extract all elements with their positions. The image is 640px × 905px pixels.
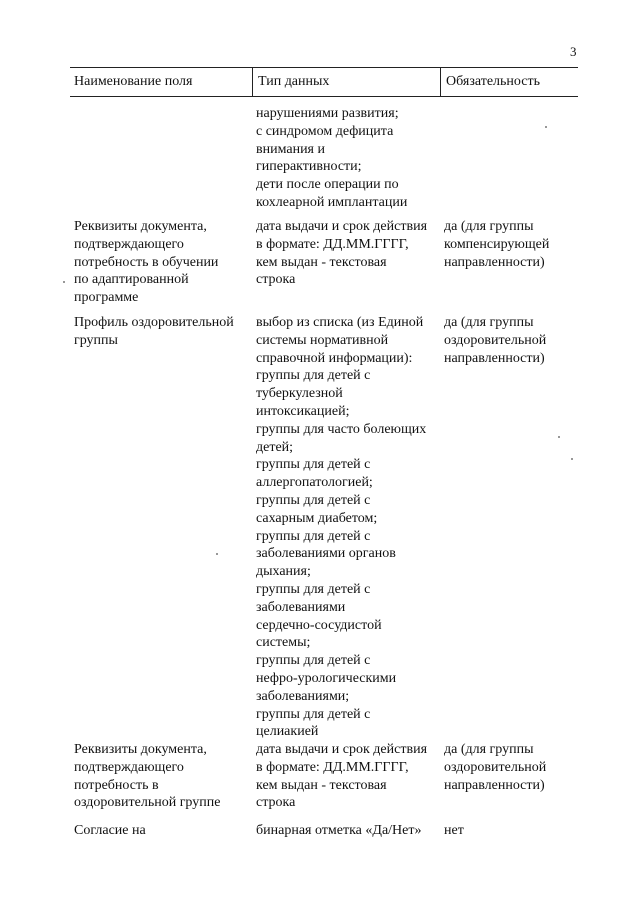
table-row-2-required: да (для группы оздоровительной направленности) (444, 315, 547, 366)
table-row-3-required: да (для группы оздоровительной направленности) (444, 742, 547, 793)
table-header (70, 67, 578, 97)
header-data-type: Тип данных (258, 74, 330, 89)
scan-speck (571, 458, 573, 460)
scan-speck (545, 126, 547, 128)
table-row-2-type: выбор из списка (из Единой системы нормативной справочной информации): группы для детей с туберкулезной интоксикацией; группы для часто болеющих детей; группы для детей с аллергопатологией; группы для детей с сахарным диабетом; группы для детей с заболеваниями органов дыхания; группы для детей с заболеваниями сердечно-сосудистой системы; группы для детей с нефро-урологическими заболеваниями; группы для детей с целиакией (256, 315, 427, 740)
scan-speck (558, 436, 560, 438)
header-field-name: Наименование поля (74, 74, 193, 89)
table-row-1-type: дата выдачи и срок действия в формате: ДД.ММ.ГГГГ, кем выдан - текстовая строка (256, 219, 428, 288)
header-required: Обязательность (446, 74, 540, 89)
page-number: 3 (570, 44, 577, 59)
table-row-4-type: бинарная отметка «Да/Нет» (256, 823, 422, 838)
table-row-1-field: Реквизиты документа, подтверждающего потребность в обучении по адаптированной программе (74, 219, 219, 306)
data-fields-table (70, 67, 578, 838)
table-row-1-required: да (для группы компенсирующей направленности) (444, 219, 550, 270)
table-row-4-field: Согласие на (74, 823, 146, 838)
table-row-2-field: Профиль оздоровительной группы (74, 315, 234, 348)
column-divider (252, 68, 253, 96)
column-divider (440, 68, 441, 96)
scan-speck (63, 281, 65, 283)
table-row-3-field: Реквизиты документа, подтверждающего потребность в оздоровительной группе (74, 742, 221, 811)
table-row-3-type: дата выдачи и срок действия в формате: ДД.ММ.ГГГГ, кем выдан - текстовая строка (256, 742, 428, 811)
scan-speck (216, 553, 218, 555)
table-row-4-required: нет (444, 823, 464, 838)
table-row-0-type: нарушениями развития; с синдромом дефицита внимания и гиперактивности; дети после операции по кохлеарной имплантации (256, 106, 408, 210)
